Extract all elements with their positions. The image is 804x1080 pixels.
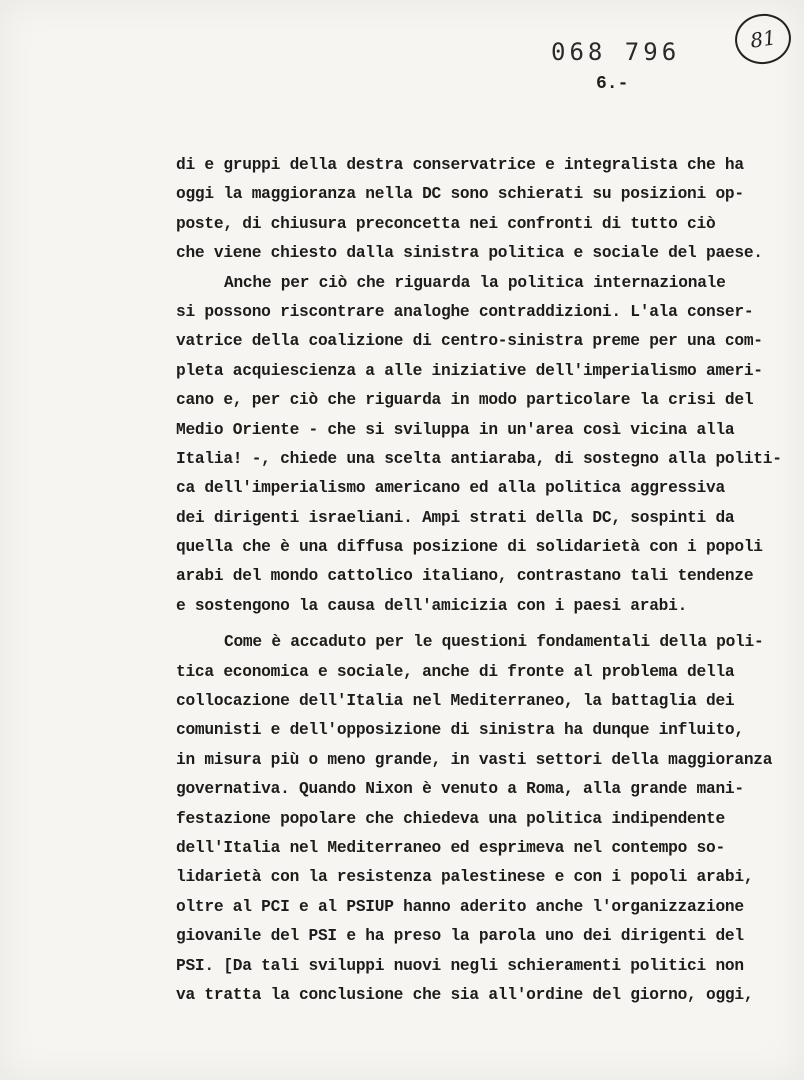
text-line: dell'Italia nel Mediterraneo ed esprimeva nel contempo so- (176, 838, 725, 857)
text-line: festazione popolare che chiedeva una politica indipendente (176, 809, 725, 828)
text-line: Medio Oriente - che si sviluppa in un'area così vicina alla (176, 420, 735, 439)
text-line: cano e, per ciò che riguarda in modo particolare la crisi del (176, 391, 754, 410)
text-line: oltre al PCI e al PSIUP hanno aderito anche l'organizzazione (176, 897, 744, 916)
text-line: si possono riscontrare analoghe contraddizioni. L'ala conser- (176, 302, 754, 321)
text-line: collocazione dell'Italia nel Mediterraneo, la battaglia dei (176, 692, 735, 711)
text-line: che viene chiesto dalla sinistra politica e sociale del paese. (176, 244, 763, 263)
text-line: e sostengono la causa dell'amicizia con i paesi arabi. (176, 596, 688, 615)
text-line: giovanile del PSI e ha preso la parola uno dei dirigenti del (176, 927, 744, 946)
text-line: va tratta la conclusione che sia all'ordine del giorno, oggi, (176, 985, 754, 1004)
folio-number-circle (732, 10, 794, 67)
text-line: arabi del mondo cattolico italiano, contrastano tali tendenze (176, 567, 754, 586)
text-line: PSI. [Da tali sviluppi nuovi negli schieramenti politici non (176, 956, 744, 975)
text-line: Italia! -, chiede una scelta antiaraba, di sostegno alla politi- (176, 449, 782, 468)
text-line: poste, di chiusura preconcetta nei confronti di tutto ciò (176, 214, 716, 233)
text-line: tica economica e sociale, anche di fronte al problema della (176, 662, 735, 681)
text-line: lidarietà con la resistenza palestinese e con i popoli arabi, (176, 868, 754, 887)
page-number: 6.- (596, 74, 629, 94)
text-line: di e gruppi della destra conservatrice e integralista che ha (176, 156, 744, 174)
archive-number: 068 796 (551, 38, 681, 66)
text-line: governativa. Quando Nixon è venuto a Roma, alla grande mani- (176, 780, 744, 799)
text-line: pleta acquiescienza a alle iniziative dell'imperialismo ameri- (176, 361, 763, 380)
paragraph-start-line: Anche per ciò che riguarda la politica internazionale (224, 273, 726, 292)
text-line: ca dell'imperialismo americano ed alla politica aggressiva (176, 479, 725, 498)
paragraph-start-line: Come è accaduto per le questioni fondamentali della poli- (224, 633, 764, 652)
text-line: comunisti e dell'opposizione di sinistra ha dunque influito, (176, 721, 744, 740)
text-line: in misura più o meno grande, in vasti settori della maggioranza (176, 750, 773, 769)
text-line: quella che è una diffusa posizione di solidarietà con i popoli (176, 538, 763, 557)
text-line: vatrice della coalizione di centro-sinistra preme per una com- (176, 332, 763, 351)
text-line: oggi la maggioranza nella DC sono schierati su posizioni op- (176, 185, 744, 204)
body-text (176, 151, 800, 1010)
text-line: dei dirigenti israeliani. Ampi strati della DC, sospinti da (176, 508, 735, 527)
folio-number: 81 (748, 25, 778, 53)
